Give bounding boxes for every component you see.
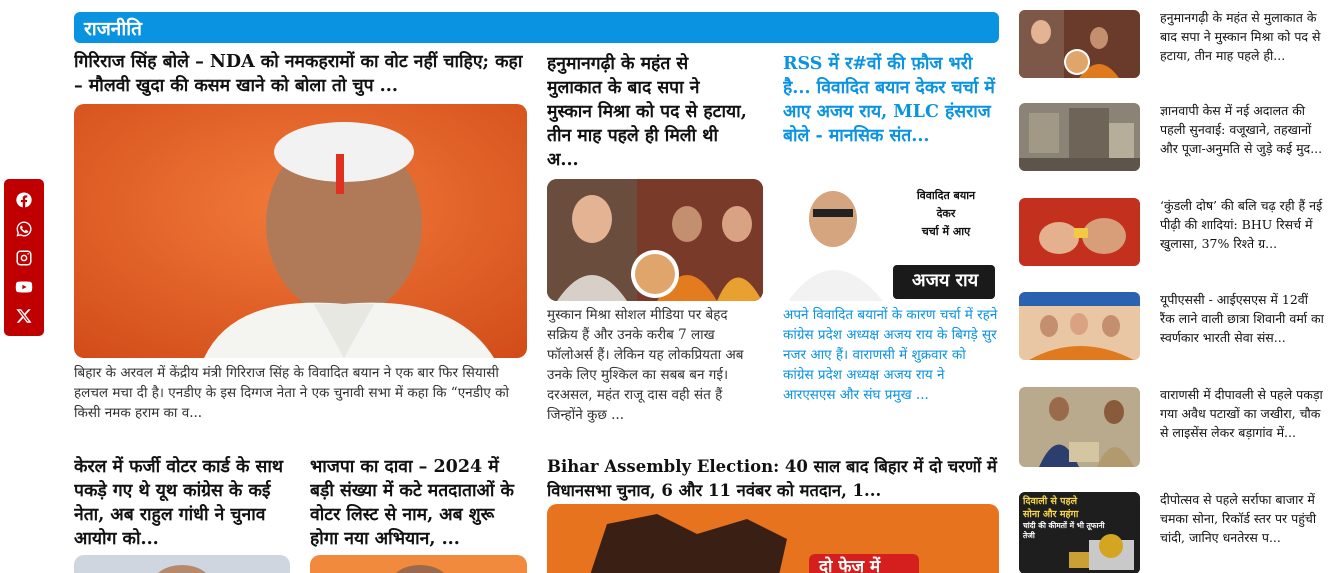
sidebar-thumb-caption-3: चांदी की कीमतों में भी तूफानी तेजी bbox=[1023, 521, 1105, 540]
sidebar-thumbnail[interactable] bbox=[1019, 103, 1140, 171]
story3-image-caption-4: अजय राय bbox=[911, 270, 979, 291]
sidebar-thumbnail[interactable] bbox=[1019, 292, 1140, 360]
youtube-icon[interactable] bbox=[15, 278, 33, 296]
story2-summary: मुस्कान मिश्रा सोशल मीडिया पर बेहद सक्रिय हैं और उनके करीब 7 लाख फॉलोअर्स हैं। लेकिन यह लोकप्रियता अब उनके लिए मुश्किल का सबब बन गई। दरअसल, महंत राजू दास वही संत हैं जिन्होंने कुछ ... bbox=[547, 307, 744, 423]
story6-image-caption: दो फेज में bbox=[819, 557, 881, 573]
sidebar-thumbnail[interactable] bbox=[1019, 10, 1140, 78]
sidebar-item[interactable] bbox=[1019, 492, 1319, 562]
story2-title[interactable]: हनुमानगढ़ी के महंत से मुलाकात के बाद सपा ने मुस्कान मिश्रा को पद से हटाया, तीन माह पहले ही मिली थी अ... bbox=[547, 54, 747, 170]
sidebar-item-text[interactable]: ‘कुंडली दोष’ की बलि चढ़ रही हैं नई पीढ़ी की शादियां: BHU रिसर्च में खुलासा, 37% रिश्ते ग्र... bbox=[1160, 198, 1323, 251]
story3-image[interactable] bbox=[783, 179, 999, 301]
whatsapp-icon[interactable] bbox=[15, 220, 33, 238]
sidebar-item-text[interactable]: ज्ञानवापी केस में नई अदालत की पहली सुनवाई: वजूखाने, तहखानों और पूजा-अनुमति से जुड़े कई मुद... bbox=[1160, 103, 1323, 156]
sidebar-thumbnail[interactable] bbox=[1019, 387, 1140, 467]
story6-image[interactable] bbox=[547, 504, 999, 573]
lead-story-title[interactable]: गिरिराज सिंह बोले – NDA को नमकहरामों का वोट नहीं चाहिए; कहा – मौलवी खुदा की कसम खाने को बोला तो चुप ... bbox=[74, 52, 523, 96]
story3-image-caption-2: देकर bbox=[936, 207, 956, 220]
story2-image[interactable] bbox=[547, 179, 763, 301]
lead-story-image[interactable] bbox=[74, 104, 527, 358]
story3-image-caption-1: विवादित बयान bbox=[916, 189, 976, 202]
sidebar-item[interactable] bbox=[1019, 103, 1323, 173]
sidebar-item[interactable] bbox=[1019, 387, 1323, 457]
story4-title[interactable]: केरल में फर्जी वोटर कार्ड के साथ पकड़े गए थे यूथ कांग्रेस के कई नेता, अब राहुल गांधी ने चुनाव आयोग को... bbox=[74, 457, 284, 549]
section-title[interactable]: राजनीति bbox=[84, 17, 143, 40]
story3-title[interactable]: RSS में र#वों की फ़ौज भरी है... विवादित बयान देकर चर्चा में आए अजय राय, MLC हंसराज बोले - मानसिक संत... bbox=[783, 54, 995, 146]
sidebar-item-text[interactable]: हनुमानगढ़ी के महंत से मुलाकात के बाद सपा ने मुस्कान मिश्रा को पद से हटाया, तीन माह पहले ही... bbox=[1160, 10, 1321, 63]
sidebar-thumbnail[interactable] bbox=[1019, 198, 1140, 266]
sidebar-item-text[interactable]: वाराणसी में दीपावली से पहले पकड़ा गया अवैध पटाखों का जखीरा, चौक से लाइसेंस लेकर बड़ागांव में... bbox=[1160, 387, 1323, 440]
facebook-icon[interactable] bbox=[15, 191, 33, 209]
story3-image-caption-3: चर्चा में आए bbox=[921, 225, 971, 238]
sidebar-item[interactable] bbox=[1019, 198, 1323, 268]
lead-story-summary: बिहार के अरवल में केंद्रीय मंत्री गिरिराज सिंह के विवादित बयान ने एक बार फिर सियासी हलचल मचा दी है। एनडीए के इस दिग्गज नेता ने एक चुनावी सभा में कहा कि “एनडीए को किसी नमक हराम का व... bbox=[74, 365, 509, 421]
story5-image[interactable] bbox=[310, 555, 527, 573]
sidebar-item-text[interactable]: दीपोत्सव से पहले सर्राफा बाजार में चमका सोना, रिकॉर्ड स्तर पर पहुंची चांदी, जानिए धनतेरस प... bbox=[1160, 492, 1317, 545]
story6-title[interactable]: Bihar Assembly Election: 40 साल बाद बिहार में दो चरणों में विधानसभा चुनाव, 6 और 11 नवंबर को मतदान, 1... bbox=[547, 457, 997, 500]
sidebar-item-text[interactable]: यूपीएससी - आईएसएस में 12वीं रैंक लाने वाली छात्रा शिवानी वर्मा का स्वर्णकार भारती सेवा संस... bbox=[1160, 292, 1324, 345]
x-icon[interactable] bbox=[15, 307, 33, 325]
sidebar-thumbnail[interactable] bbox=[1019, 492, 1140, 573]
sidebar-thumb-caption-2: सोना और महंगा bbox=[1023, 509, 1079, 520]
story5-title[interactable]: भाजपा का दावा – 2024 में बड़ी संख्या में कटे मतदाताओं के वोटर लिस्ट से नाम, अब शुरू होगा नया अभियान, ... bbox=[310, 457, 514, 549]
instagram-icon[interactable] bbox=[15, 249, 33, 267]
sidebar-item[interactable] bbox=[1019, 292, 1324, 362]
social-share-rail bbox=[4, 179, 44, 336]
section-heading-bar bbox=[74, 12, 999, 43]
sidebar-item[interactable] bbox=[1019, 10, 1319, 80]
story3-summary: अपने विवादित बयानों के कारण चर्चा में रहने कांग्रेस प्रदेश अध्यक्ष अजय राय के बिगड़े सुर नजर आए हैं। वाराणसी में शुक्रवार को कांग्रेस प्रदेश अध्यक्ष अजय राय ने आरएसएस और संघ प्रमुख ... bbox=[783, 307, 998, 403]
sidebar-thumb-caption-1: दिवाली से पहले bbox=[1023, 496, 1078, 507]
story4-image[interactable] bbox=[74, 555, 290, 573]
